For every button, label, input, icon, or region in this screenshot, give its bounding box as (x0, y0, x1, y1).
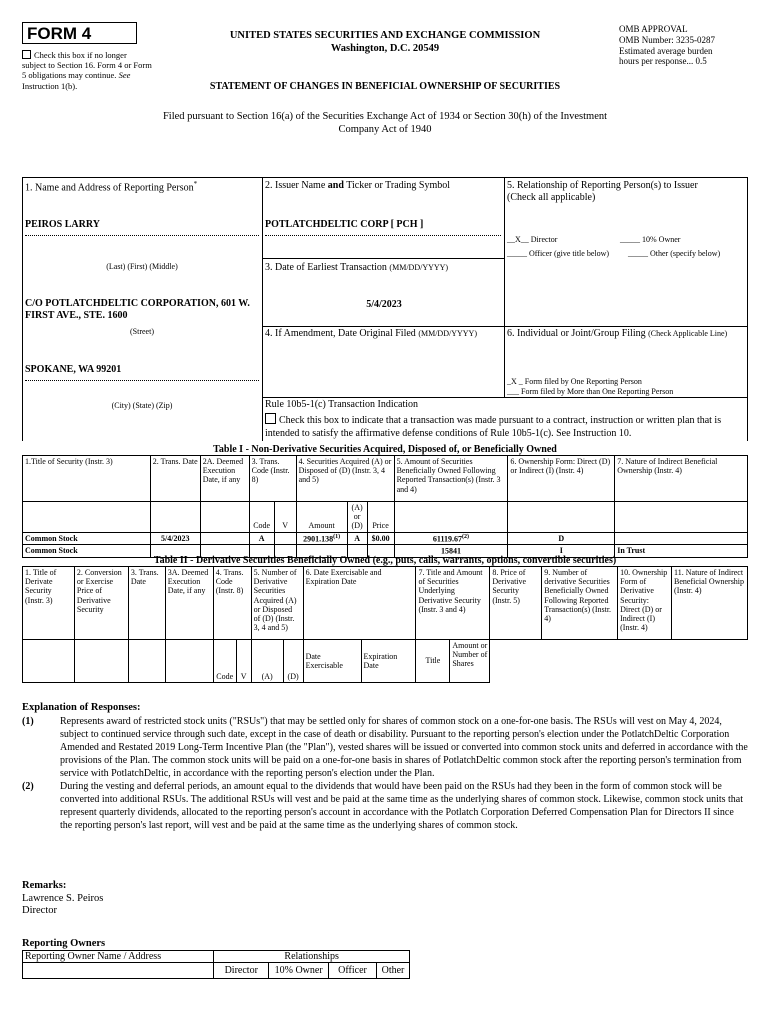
footnote-1 (22, 715, 748, 780)
omb-approval (619, 24, 759, 67)
issuer-name: POTLATCHDELTIC CORP [ PCH ] (265, 219, 424, 230)
footnote-1-num: (1) (22, 716, 34, 727)
box6-label: 6. Individual or Joint/Group Filing (Check Applicable Line) (507, 328, 728, 339)
t1-r2-form: I (508, 545, 615, 558)
agency-header (180, 30, 590, 55)
explanation-list (22, 715, 748, 832)
owners-col-director: Director (214, 963, 269, 979)
t2-h-number: 5. Number of Derivative Securities Acquired (A) or Disposed of (D) (Instr. 3, 4 and 5) (251, 567, 303, 640)
omb-burden: Estimated average burden (619, 45, 713, 56)
table2 (22, 566, 748, 683)
footnote-1-text: Represents award of restricted stock units ("RSUs") that may be settled only for shares of common stock on a one-for-one basis. The RSUs will vest on May 4, 2024, subject to continued service through such date, except in the case of death or disability. Pursuant to the reporting person's election under the PotlatchDeltic Corporation Amended and Restated 2019 Long-Term Incentive Plan (the "Plan"), vested shares will be issued or converted into common stock units and deferred in accordance with the provisions of the Plan. The common stock units will be paid on a one-for-one basis in shares of PotlatchDeltic common stock after the reporting person's termination from service with PotlatchDeltic, in accordance with the reporting person's election under the Plan. (60, 716, 748, 779)
section16-text: Check this box if no longer subject to Section 16. Form 4 or Form 5 obligations may continue. (22, 50, 152, 81)
t2-h-a: (A) (251, 640, 283, 683)
box2-label: 2. Issuer Name and Ticker or Trading Symbol (265, 180, 451, 191)
t2-h-v: V (236, 640, 251, 683)
omb-number: OMB Number: 3235-0287 (619, 34, 715, 45)
rule-title: Rule 10b5-1(c) Transaction Indication (265, 399, 419, 410)
t2-h-number-owned: 9. Number of derivative Securities Beneficially Owned Following Reported Transaction(s) (Instr. 4) (542, 567, 618, 640)
t1-r1-deemed (200, 532, 249, 545)
table1 (22, 455, 748, 558)
t2-h-deemed: 3A. Deemed Execution Date, if any (165, 567, 213, 640)
t1-h-v: V (274, 502, 296, 533)
t2-h-date: 3. Trans. Date (128, 567, 165, 640)
owners-title: Reporting Owners (22, 938, 106, 949)
t2-h-nature: 11. Nature of Indirect Beneficial Ownership (Instr. 4) (672, 567, 748, 640)
street-label: (Street) (130, 327, 154, 336)
rel-director: __X__ Director (507, 235, 558, 244)
footnote-2 (22, 780, 748, 832)
reporting-street: C/O POTLATCHDELTIC CORPORATION, 601 W. FIRST AVE., STE. 1600 (25, 298, 250, 321)
t1-r1-price: $0.00 (367, 532, 394, 545)
box1-label: 1. Name and Address of Reporting Person* (25, 180, 198, 194)
rel-other: _____ Other (specify below) (628, 249, 721, 258)
footnote-2-text: During the vesting and deferral periods, an amount equal to the dividends that would have been paid on the RSUs had they been in the form of common stock will be converted into additional RSUs. The additional RSUs will vest and be paid at the same time as the underlying shares of common stock. Likewise, common stock units that represent quarterly dividends, allocated to the reporting person's account in accordance with the Potlatch Corporation Deferred Compensation Plan for Directors II since the reporting person's last report, will vest and be paid at the same time as the underlying shares of common stock. (60, 781, 744, 831)
t2-h-d: (D) (283, 640, 303, 683)
omb-hours: hours per response... 0.5 (619, 56, 707, 67)
t1-r1-title: Common Stock (23, 532, 151, 545)
reporting-city: SPOKANE, WA 99201 (25, 364, 122, 375)
section16-checkbox[interactable] (22, 50, 31, 59)
agency-location: Washington, D.C. 20549 (330, 42, 440, 54)
t1-h-amount-owned: 5. Amount of Securities Beneficially Owned Following Reported Transaction(s) (Instr. 3 and 4) (394, 456, 508, 502)
rel-10pct-owner: _____ 10% Owner (620, 235, 681, 244)
t1-h-aord: (A) or (D) (347, 502, 367, 533)
t1-r2-title: Common Stock (23, 545, 151, 558)
t1-r1-v (274, 532, 296, 545)
reporting-person-name: PEIROS LARRY (25, 219, 100, 230)
rel-officer: _____ Officer (give title below) (507, 249, 610, 258)
box5-label: 5. Relationship of Reporting Person(s) to Issuer (Check all applicable) (507, 180, 698, 203)
remarks-line2: Director (22, 905, 57, 917)
t1-r1-aord: A (347, 532, 367, 545)
section16-checkbox-block (22, 50, 152, 91)
statement-title: STATEMENT OF CHANGES IN BENEFICIAL OWNERSHIP OF SECURITIES (209, 81, 561, 92)
t1-h-deemed: 2A. Deemed Execution Date, if any (200, 456, 249, 502)
table-row (23, 532, 748, 545)
t1-h-date: 2. Trans. Date (150, 456, 200, 502)
t1-h-price: Price (367, 502, 394, 533)
name-parts-label: (Last) (First) (Middle) (106, 262, 178, 271)
t2-h-title: 1. Title of Derivate Security (Instr. 3) (23, 567, 75, 640)
t1-h-securities: 4. Securities Acquired (A) or Disposed of (D) (Instr. 3, 4 and 5) (296, 456, 394, 502)
rule-text-block (265, 413, 745, 440)
see-prefix: See (118, 70, 131, 81)
explanation-title: Explanation of Responses: (22, 702, 141, 713)
owners-col-10pct: 10% Owner (269, 963, 329, 979)
t2-h-price: 8. Price of Derivative Security (Instr. 5) (490, 567, 542, 640)
box4-label: 4. If Amendment, Date Original Filed (MM/DD/YYYY) (265, 328, 477, 339)
filing-more: ___ Form filed by More than One Reporting Person (507, 386, 674, 396)
t2-h-code-sub: Code (213, 640, 236, 683)
filing-options (507, 377, 673, 396)
owners-col-name: Reporting Owner Name / Address (23, 951, 214, 963)
t2-h-exercisable: 6. Date Exercisable and Expiration Date (303, 567, 416, 640)
t1-h-title: 1.Title of Security (Instr. 3) (23, 456, 151, 502)
t2-h-sub-amount: Amount or Number of Shares (450, 640, 490, 683)
rule-text: Check this box to indicate that a transaction was made pursuant to a contract, instruction or written plan that is intended to satisfy the affirmative defense conditions of Rule 10b5-1(c). See Instruction 10. (265, 415, 722, 439)
t1-h-ownership-form: 6. Ownership Form: Direct (D) or Indirect (I) (Instr. 4) (508, 456, 615, 502)
see-suffix: Instruction 1(b). (22, 80, 78, 91)
t1-h-amount: Amount (296, 502, 347, 533)
t2-h-code: 4. Trans. Code (Instr. 8) (213, 567, 251, 640)
form-title: FORM 4 (22, 22, 137, 44)
filing-one: _X _ Form filed by One Reporting Person (507, 377, 642, 386)
t1-r1-nature (615, 532, 748, 545)
box3-label: 3. Date of Earliest Transaction (MM/DD/YYYY) (265, 262, 449, 273)
rule-10b5-checkbox[interactable] (265, 413, 276, 424)
remarks-line1: Lawrence S. Peiros (22, 892, 104, 904)
remarks (22, 880, 103, 918)
t2-h-exp: Expiration Date (361, 640, 416, 683)
remarks-title: Remarks: (22, 880, 67, 891)
t1-r1-code: A (249, 532, 274, 545)
owners-col-other: Other (376, 963, 409, 979)
agency-name: UNITED STATES SECURITIES AND EXCHANGE COMMISSION (229, 30, 541, 41)
t2-h-sub-title: Title (416, 640, 450, 683)
table1-title: Table I - Non-Derivative Securities Acquired, Disposed of, or Beneficially Owned (213, 444, 557, 455)
owners-col-relationships: Relationships (214, 951, 410, 963)
footnote-2-num: (2) (22, 781, 34, 792)
t1-r1-form: D (508, 532, 615, 545)
owners-table (22, 950, 410, 979)
t1-r1-amount-cell: 2901.138$^{(1)}$ (296, 532, 347, 545)
earliest-transaction-date: 5/4/2023 (366, 299, 402, 310)
t1-h-code: 3. Trans. Code (Instr. 8) (249, 456, 296, 502)
t1-r2-owned-cell: 15841 (394, 545, 508, 558)
t1-r1-date: 5/4/2023 (150, 532, 200, 545)
t1-h-nature: 7. Nature of Indirect Beneficial Ownership (Instr. 4) (615, 456, 748, 502)
omb-title: OMB APPROVAL (619, 24, 688, 34)
t2-h-conversion: 2. Conversion or Exercise Price of Derivative Security (74, 567, 128, 640)
city-label: (City) (State) (Zip) (111, 401, 173, 410)
t2-h-date-ex: Date Exercisable (303, 640, 361, 683)
table2-title: Table II - Derivative Securities Beneficially Owned (e.g., puts, calls, warrants, options, convertible securities) (153, 555, 617, 566)
t2-h-ownership-form: 10. Ownership Form of Derivative Security: Direct (D) or Indirect (I) (Instr. 4) (618, 567, 672, 640)
owners-col-officer: Officer (329, 963, 377, 979)
t1-r1-owned-cell: 61119.67$^{(2)}$ (394, 532, 508, 545)
filed-pursuant: Filed pursuant to Section 16(a) of the Securities Exchange Act of 1934 or Section 30(h) of the Investment Company Act of 1940 (162, 111, 608, 135)
t1-r2-nature: In Trust (615, 545, 748, 558)
t2-h-underlying: 7. Title and Amount of Securities Underlying Derivative Security (Instr. 3 and 4) (416, 567, 490, 640)
t1-h-code-sub: Code (249, 502, 274, 533)
